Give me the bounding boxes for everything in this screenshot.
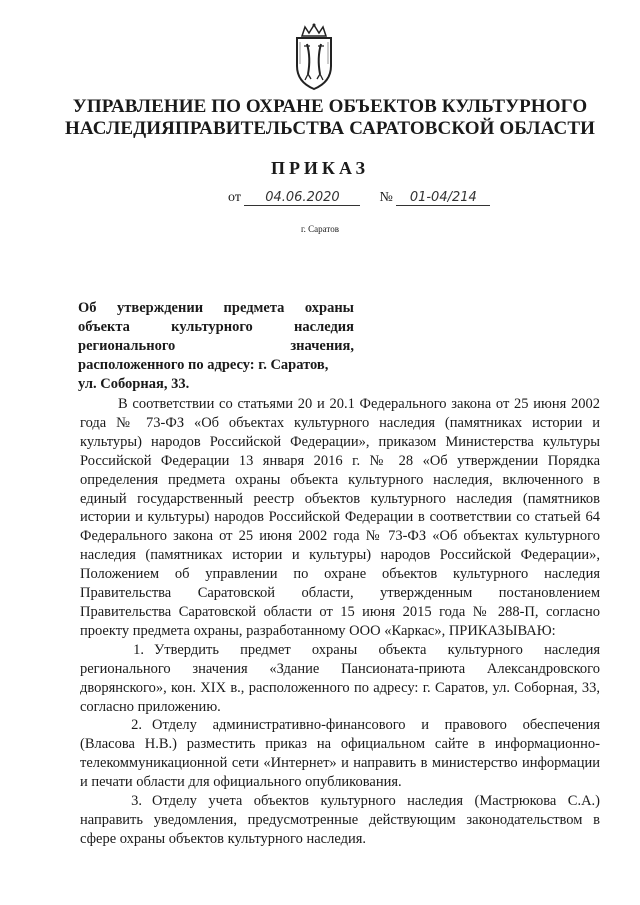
order-item — [80, 641, 600, 717]
coat-of-arms-icon — [289, 22, 339, 92]
order-item-text: Отделу административно-финансового и правового обеспечения (Власова Н.В.) разместить приказ на официальном сайте в информационно-телекоммуникационной сети «Интернет» и направить в министерство информации и печати области для официального опубликования. — [80, 717, 600, 791]
city-label: г. Саратов — [301, 224, 339, 234]
number-value: 01-04/214 — [396, 190, 490, 206]
order-item-text: Утвердить предмет охраны объекта культурного наследия регионального значения «Здание Пансионата-приюта Александровского дворянского», кон. XIX в., расположенного по адресу: г. Саратов, ул. Соборная, 33, согласно приложению. — [80, 641, 600, 715]
date-label: от — [228, 190, 241, 205]
date-number-row — [228, 190, 490, 206]
subject-line: регионального значения, — [78, 338, 354, 354]
number-label: № — [379, 190, 393, 205]
subject-line: расположенного по адресу: г. Саратов, — [78, 357, 329, 373]
order-item — [80, 792, 600, 849]
subject-line: Об утверждении предмета охраны — [78, 300, 354, 316]
document-type: ПРИКАЗ — [270, 158, 370, 178]
subject-block — [78, 299, 354, 394]
order-item-text: Отделу учета объектов культурного наследия (Мастрюкова С.А.) направить уведомления, предусмотренные действующим законодательством в сфере охраны объектов культурного наследия. — [80, 793, 600, 847]
preamble-paragraph: В соответствии со статьями 20 и 20.1 Федерального закона от 25 июня 2002 года № 73-ФЗ «Об объектах культурного наследия (памятниках истории и культуры) народов Российской Федерации», приказом Министерства культуры Российской Федерации 13 января 2016 г. № 28 «Об утверждении Порядка определения предмета охраны объекта культурного наследия, включенного в единый государственный реестр объектов культурного наследия (памятников истории и культуры) народов Российской Федерации в соответствии со статьей 64 Федерального закона от 25 июня 2002 года № 73-ФЗ «Об объектах культурного наследия (памятниках истории и культуры) народов Российской Федерации», Положением об управлении по охране объектов культурного наследия Правительства Саратовской области, утвержденным постановлением Правительства Саратовской области от 15 июня 2015 года № 288-П, согласно проекту предмета охраны, разработанному ООО «Каркас», ПРИКАЗЫВАЮ: — [80, 396, 600, 639]
organization-title-line-1: УПРАВЛЕНИЕ ПО ОХРАНЕ ОБЪЕКТОВ КУЛЬТУРНОГО — [72, 96, 588, 117]
subject-line: объекта культурного наследия — [78, 319, 354, 335]
date-value: 04.06.2020 — [244, 190, 360, 206]
organization-title-line-2: НАСЛЕДИЯПРАВИТЕЛЬСТВА САРАТОВСКОЙ ОБЛАСТИ — [64, 118, 595, 139]
order-item-number: 3. — [131, 793, 142, 810]
order-item — [80, 716, 600, 792]
order-item-number: 2. — [131, 717, 142, 734]
document-body — [80, 395, 600, 849]
order-item-number: 1. — [133, 641, 144, 658]
subject-line: ул. Соборная, 33. — [78, 376, 190, 392]
organization-title — [60, 96, 600, 140]
